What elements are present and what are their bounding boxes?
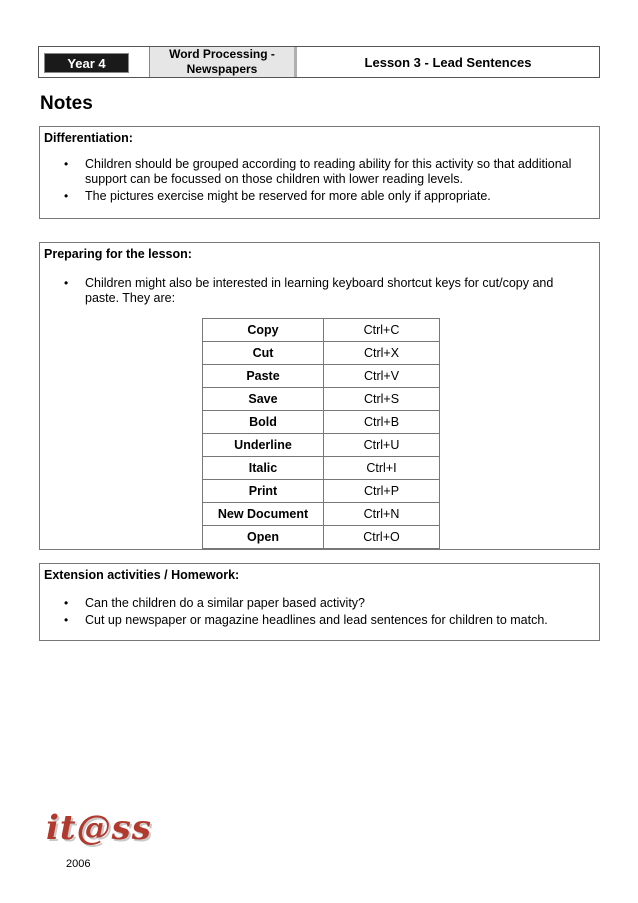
shortcut-cell: Ctrl+C bbox=[324, 319, 440, 342]
item-line-1: Can the children do a similar paper based activity? bbox=[85, 596, 366, 610]
command-cell: Bold bbox=[203, 411, 324, 434]
extension-box bbox=[39, 563, 600, 641]
differentiation-list bbox=[40, 157, 585, 206]
item-line-2: support can be focussed on those children with lower reading levels. bbox=[85, 172, 463, 186]
list-item bbox=[40, 596, 585, 611]
table-row bbox=[203, 365, 440, 388]
extension-title: Extension activities / Homework: bbox=[44, 568, 240, 582]
preparing-list bbox=[40, 276, 585, 308]
command-cell: Print bbox=[203, 480, 324, 503]
shortcut-cell: Ctrl+S bbox=[324, 388, 440, 411]
item-line-1: Cut up newspaper or magazine headlines and lead sentences for children to match. bbox=[85, 613, 548, 627]
command-cell: Open bbox=[203, 526, 324, 549]
item-line-1: Children should be grouped according to reading ability for this activity so that additional bbox=[85, 157, 572, 171]
table-row bbox=[203, 526, 440, 549]
bullet-icon: • bbox=[64, 613, 69, 627]
table-row bbox=[203, 342, 440, 365]
subject-cell bbox=[149, 47, 297, 77]
shortcut-cell: Ctrl+O bbox=[324, 526, 440, 549]
footer-year: 2006 bbox=[66, 858, 91, 870]
shortcut-table bbox=[202, 318, 440, 549]
command-cell: New Document bbox=[203, 503, 324, 526]
bullet-icon: • bbox=[64, 276, 69, 290]
year-label: Year 4 bbox=[44, 53, 129, 73]
shortcut-cell: Ctrl+U bbox=[324, 434, 440, 457]
subject-line-2: Newspapers bbox=[186, 62, 258, 76]
table-row bbox=[203, 434, 440, 457]
command-cell: Underline bbox=[203, 434, 324, 457]
table-row bbox=[203, 480, 440, 503]
command-cell: Save bbox=[203, 388, 324, 411]
item-line-2: paste. They are: bbox=[85, 291, 176, 305]
bullet-icon: • bbox=[64, 189, 69, 203]
shortcut-cell: Ctrl+N bbox=[324, 503, 440, 526]
list-item bbox=[40, 276, 585, 306]
list-item bbox=[40, 613, 585, 628]
bullet-icon: • bbox=[64, 596, 69, 610]
command-cell: Copy bbox=[203, 319, 324, 342]
subject-line-1: Word Processing - bbox=[169, 47, 275, 61]
table-row bbox=[203, 388, 440, 411]
shortcut-cell: Ctrl+X bbox=[324, 342, 440, 365]
table-row bbox=[203, 411, 440, 434]
command-cell: Italic bbox=[203, 457, 324, 480]
list-item bbox=[40, 189, 585, 204]
shortcut-cell: Ctrl+V bbox=[324, 365, 440, 388]
year-cell bbox=[39, 47, 149, 77]
shortcut-cell: Ctrl+P bbox=[324, 480, 440, 503]
document-header bbox=[38, 46, 600, 78]
command-cell: Cut bbox=[203, 342, 324, 365]
bullet-icon: • bbox=[64, 157, 69, 171]
notes-heading: Notes bbox=[40, 93, 93, 114]
item-line-1: Children might also be interested in learning keyboard shortcut keys for cut/copy and bbox=[85, 276, 554, 290]
preparing-title: Preparing for the lesson: bbox=[44, 247, 192, 261]
extension-list bbox=[40, 596, 585, 630]
item-line-1: The pictures exercise might be reserved for more able only if appropriate. bbox=[85, 189, 491, 203]
differentiation-box bbox=[39, 126, 600, 219]
table-row bbox=[203, 319, 440, 342]
list-item bbox=[40, 157, 585, 187]
differentiation-title: Differentiation: bbox=[44, 131, 133, 145]
table-row bbox=[203, 503, 440, 526]
shortcut-cell: Ctrl+B bbox=[324, 411, 440, 434]
table-row bbox=[203, 457, 440, 480]
lesson-title: Lesson 3 - Lead Sentences bbox=[364, 54, 532, 70]
shortcut-cell: Ctrl+I bbox=[324, 457, 440, 480]
itass-logo: it@ss bbox=[46, 808, 152, 848]
command-cell: Paste bbox=[203, 365, 324, 388]
